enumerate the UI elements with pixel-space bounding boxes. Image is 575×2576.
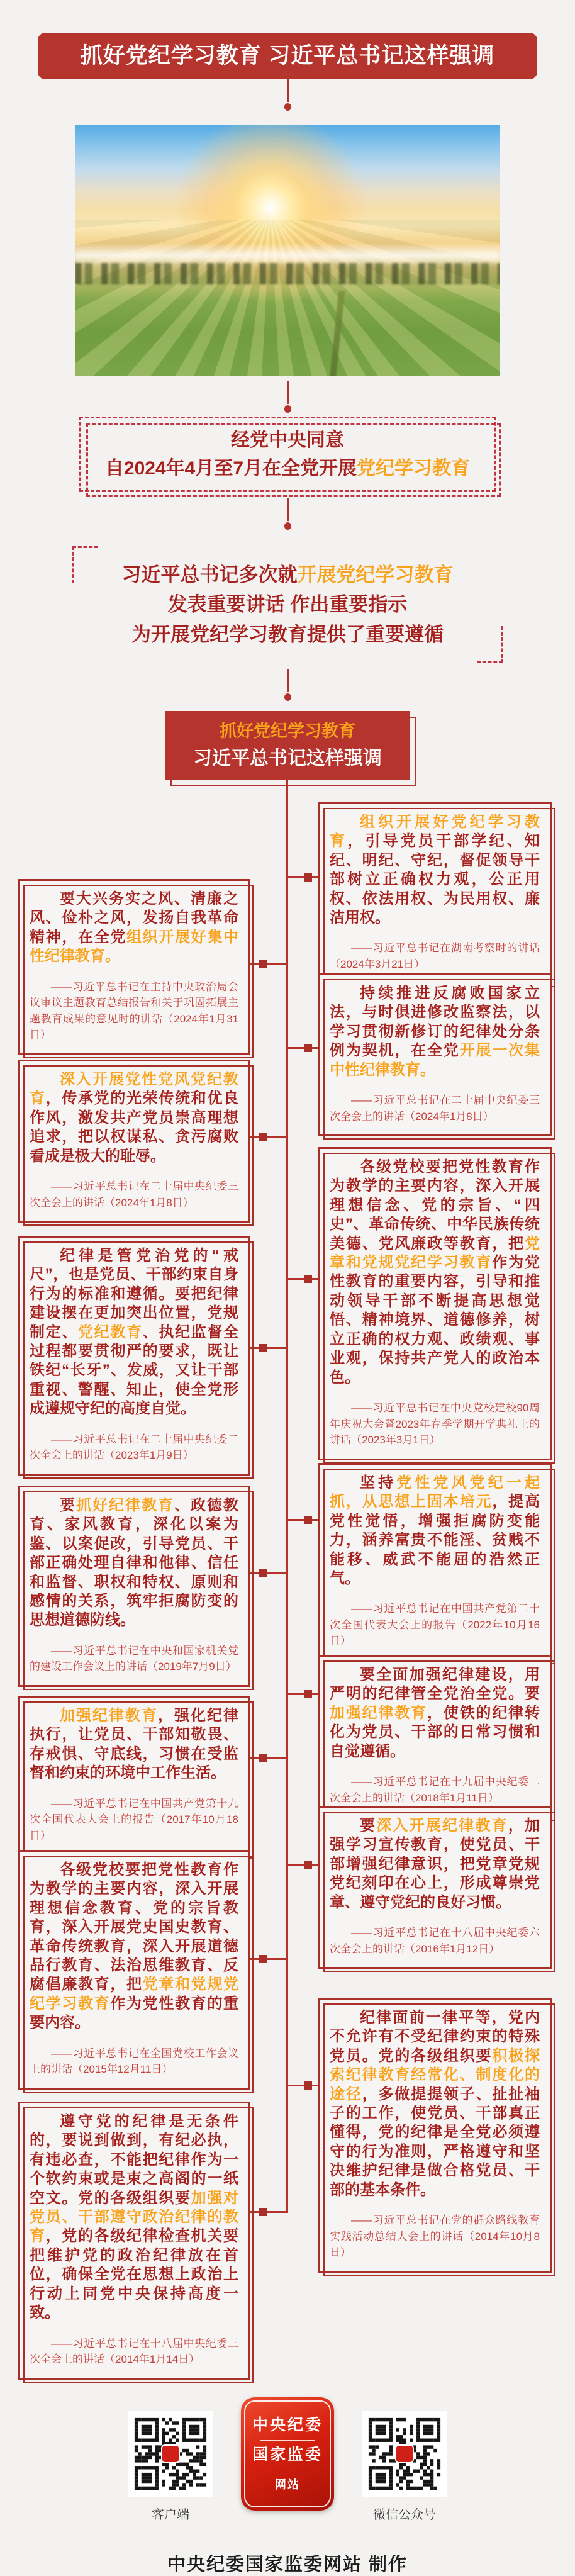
connector-dot-icon [284, 103, 291, 111]
connector-square-icon [304, 1690, 312, 1698]
quote-text: 组织开展好党纪学习教育，引导党员干部学纪、知纪、明纪、守纪，督促领导干部树立正确权力观，公正用权、依法用权、为民用权、廉洁用权。 [330, 813, 540, 927]
connector-stick [287, 381, 289, 404]
connector-dot-icon [284, 693, 291, 701]
ccdi-site-badge [241, 2397, 334, 2511]
footer [0, 2397, 575, 2523]
connector-square-icon [304, 873, 312, 882]
quote-card [18, 879, 250, 1055]
quote-attribution: ——习近平总书记在十八届中央纪委六次全会上的讲话（2016年1月12日） [330, 1927, 540, 1955]
connector-square-icon [259, 1133, 267, 1141]
branch-connector [288, 1519, 318, 1521]
connector-line [0, 381, 575, 413]
highlight-text: 党纪学习教育 [357, 458, 471, 479]
quote-card [318, 802, 552, 985]
badge-line-1: 中央纪委 [252, 2416, 323, 2434]
highlight-text: 深入开展党性党风党纪教育 [30, 1070, 238, 1107]
quote-card [318, 1147, 552, 1460]
connector-square-icon [304, 1275, 312, 1283]
branch-connector [250, 1757, 288, 1759]
branch-connector [288, 1693, 318, 1695]
quote-attribution: ——习近平总书记在十九届中央纪委二次全会上的讲话（2018年1月11日） [330, 1776, 540, 1804]
connector-line [0, 498, 575, 530]
highlight-text: 加强纪律教育 [330, 1704, 427, 1722]
highlight-text: 组织开展好集中性纪律教育。 [30, 928, 238, 965]
sunrise-photo [75, 125, 500, 376]
highlight-text: 深入开展纪律教育 [376, 1817, 508, 1834]
quote-attribution: ——习近平总书记在湖南考察时的讲话（2024年3月21日） [330, 942, 540, 970]
branch-connector [288, 1864, 318, 1866]
quote-text: 遵守党的纪律是无条件的，要说到做到，有纪必执，有违必查，不能把纪律作为一个软约束或是束之高阁的一纸空文。党的各级组织要加强对党员、干部遵守政治纪律的教育，党的各级纪律检查机关要把维护党的政治纪律放在首位，确保全党在思想上政治上行动上同党中央保持高度一致。 [30, 2112, 239, 2322]
connector-square-icon [259, 1955, 267, 1963]
quote-card [18, 1236, 250, 1476]
highlight-text: 开展党纪学习教育 [297, 564, 454, 586]
quote-card [18, 1486, 250, 1687]
highlight-text: 抓好纪律教育 [76, 1496, 174, 1514]
branch-connector [250, 963, 288, 965]
highlight-text: 党纪教育 [78, 1323, 143, 1341]
branch-connector [250, 2211, 288, 2213]
qr-client-label: 客户端 [152, 2507, 189, 2522]
highlight-text: 党章和党规党纪学习教育 [330, 1235, 540, 1272]
highlight-text: 党性党风党纪一起抓，从思想上固本培元 [330, 1474, 540, 1511]
ccdi-logo-icon [395, 2444, 414, 2463]
highlight-text: 开展一次集中性纪律教育。 [330, 1042, 540, 1078]
quote-attribution: ——习近平总书记在中央和国家机关党的建设工作会议上的讲话（2019年7月9日） [30, 1644, 238, 1673]
badge-divider [260, 2440, 315, 2441]
quote-text: 要大兴务实之风、清廉之风、俭朴之风，发扬自我革命精神，在全党组织开展好集中性纪律教育。 [30, 890, 238, 965]
quote-card [318, 1655, 552, 1818]
quote-attribution: ——习近平总书记在主持中央政治局会议审议主题教育总结报告和关于巩固拓展主题教育成果的意见时的讲话（2024年1月31日） [30, 980, 238, 1041]
connector-dot-icon [284, 522, 291, 530]
quote-text: 深入开展党性党风党纪教育，传承党的光荣传统和优良作风，激发共产党员崇高理想追求，把以权谋私、贪污腐败看成是极大的耻辱。 [30, 1070, 239, 1165]
connector-square-icon [259, 960, 267, 968]
quote-text: 要抓好纪律教育、政德教育、家风教育，深化以案为鉴、以案促改，引导党员、干部正确处理自律和他律、信任和监督、职权和特权、原则和感情的关系，筑牢拒腐防变的思想道德防线。 [30, 1496, 238, 1629]
quote-text: 各级党校要把党性教育作为教学的主要内容，深入开展理想信念、党的宗旨、“四史”、革命传统、中华民族传统美德、党风廉政等教育，把党章和党规党纪学习教育作为党性教育的重要内容，引导和推动领导干部不断提高思想觉悟、精神境界、道德修养，树立正确的权力观、政绩观、事业观，保持共产党人的政治本色。 [330, 1158, 540, 1386]
connector-stick [287, 669, 289, 692]
quote-text: 纪律面前一律平等，党内不允许有不受纪律约束的特殊党员。党的各级组织要积极探索纪律教育经常化、制度化的途径，多做提提领子、扯扯袖子的工作，使党员、干部真正懂得，党的纪律是全党必须遵守的行为准则，严格遵守和坚决维护纪律是做合格党员、干部的基本条件。 [330, 2008, 540, 2198]
quote-card [318, 973, 552, 1136]
quote-attribution: ——习近平总书记在中国共产党第十九次全国代表大会上的报告（2017年10月18日） [30, 1797, 238, 1842]
qr-wechat-block [360, 2397, 449, 2523]
highlight-text: 加强对党员、干部遵守政治纪律的教育 [30, 2189, 239, 2245]
quote-text: 加强纪律教育，强化纪律执行，让党员、干部知敬畏、存戒惧、守底线，习惯在受监督和约束的环境中工作生活。 [30, 1706, 238, 1782]
quote-card [18, 1696, 250, 1856]
qr-client-block [126, 2397, 215, 2523]
connector-stick [287, 79, 289, 102]
quote-text: 要深入开展纪律教育，加强学习宣传教育，使党员、干部增强纪律意识，把党章党规党纪刻印在心上，形成尊崇党章、遵守党纪的良好习惯。 [330, 1817, 540, 1911]
connector-square-icon [304, 1516, 312, 1524]
highlight-text: 党章和党规党纪学习教育 [30, 1976, 239, 2012]
quote-text: 持续推进反腐败国家立法，与时俱进修改监察法，以学习贯彻新修订的纪律处分条例为契机，在全党开展一次集中性纪律教育。 [330, 984, 540, 1078]
quote-card [318, 1998, 552, 2273]
section-title-line-1: 抓好党纪学习教育 [220, 722, 355, 741]
qr-wechat-label: 微信公众号 [373, 2507, 436, 2522]
quote-text: 坚持党性党风党纪一起抓，从思想上固本培元，提高党性觉悟，增强拒腐防变能力，涵养富贵不能淫、贫贱不能移、威武不能屈的浩然正气。 [330, 1474, 540, 1588]
producer-credit: 中央纪委国家监委网站 制作 [167, 2554, 408, 2575]
connector-line [0, 79, 575, 111]
approval-box [79, 417, 496, 492]
timeline-axis [286, 780, 288, 2213]
quote-card [18, 1850, 250, 2090]
quotes-timeline [0, 780, 575, 2372]
quote-text: 要全面加强纪律建设，用严明的纪律管全党治全党。要加强纪律教育，使铁的纪律转化为党员、干部的日常习惯和自觉遵循。 [330, 1666, 540, 1760]
section-title-box [165, 711, 410, 780]
connector-dot-icon [284, 405, 291, 413]
branch-connector [288, 1047, 318, 1049]
connector-square-icon [259, 2208, 267, 2216]
section-title-line-2: 习近平总书记这样强调 [193, 748, 382, 769]
qrcode-app-client [128, 2411, 213, 2497]
quote-attribution: ——习近平总书记在二十届中央纪委二次全会上的讲话（2023年1月9日） [30, 1433, 238, 1462]
quote-attribution: ——习近平总书记在中央党校建校90周年庆祝大会暨2023年春季学期开学典礼上的讲话（2023年3月1日） [330, 1402, 540, 1447]
branch-connector [250, 1136, 288, 1138]
branch-connector [250, 1347, 288, 1349]
approval-line-1: 经党中央同意 [231, 430, 344, 451]
approval-line-2: 自2024年4月至7月在全党开展党纪学习教育 [104, 458, 471, 479]
branch-connector [250, 1958, 288, 1960]
connector-square-icon [259, 1569, 267, 1577]
quote-text: 纪律是管党治党的“戒尺”，也是党员、干部约束自身行为的标准和遵循。要把纪律建设摆在更加突出位置，党规制定、党纪教育、执纪监督全过程都要贯彻严的要求，既让铁纪“长牙”、发威，又让干部重视、警醒、知止，使全党形成遵规守纪的高度自觉。 [30, 1246, 239, 1418]
branch-connector [288, 1278, 318, 1280]
quote-text: 各级党校要把党性教育作为教学的主要内容，深入开展理想信念教育、党的宗旨教育，深入开展党史国史教育、革命传统教育，深入开展道德品行教育、法治思维教育、反腐倡廉教育，把党章和党规党纪学习教育作为党性教育的重要内容。 [30, 1861, 239, 2032]
highlight-text: 积极探索纪律教育经常化、制度化的途径 [330, 2047, 540, 2103]
remarks-box [72, 546, 503, 663]
branch-connector [250, 1572, 288, 1574]
branch-connector [288, 2085, 318, 2086]
highlight-text: 组织开展好党纪学习教育 [330, 813, 540, 850]
connector-square-icon [304, 1044, 312, 1052]
quote-attribution: ——习近平总书记在全国党校工作会议上的讲话（2015年12月11日） [30, 2047, 238, 2076]
connector-square-icon [304, 2081, 312, 2090]
connector-square-icon [259, 1754, 267, 1762]
quote-card [318, 1463, 552, 1661]
connector-square-icon [304, 1861, 312, 1869]
connector-square-icon [259, 1344, 267, 1352]
quote-attribution: ——习近平总书记在十八届中央纪委三次全会上的讲话（2014年1月14日） [30, 2337, 238, 2366]
connector-line [0, 669, 575, 701]
branch-connector [288, 876, 318, 878]
quote-attribution: ——习近平总书记在党的群众路线教育实践活动总结大会上的讲话（2014年10月8日） [330, 2214, 540, 2259]
remarks-line-3: 为开展党纪学习教育提供了重要遵循 [131, 623, 444, 646]
badge-line-3: 网站 [275, 2478, 300, 2491]
connector-stick [287, 498, 289, 521]
quote-attribution: ——习近平总书记在二十届中央纪委三次全会上的讲话（2024年1月8日） [330, 1094, 540, 1123]
quote-card [318, 1806, 552, 1969]
badge-line-2: 国家监委 [252, 2446, 323, 2464]
qrcode-wechat [362, 2411, 447, 2497]
page-title: 抓好党纪学习教育 习近平总书记这样强调 [38, 33, 537, 79]
quote-card [18, 2102, 250, 2380]
quote-card [18, 1060, 250, 1223]
remarks-line-1: 习近平总书记多次就开展党纪学习教育 [121, 564, 454, 586]
ccdi-logo-icon [161, 2444, 180, 2463]
highlight-text: 加强纪律教育 [60, 1706, 158, 1724]
quote-attribution: ——习近平总书记在中国共产党第二十次全国代表大会上的报告（2022年10月16日） [330, 1603, 540, 1647]
quote-attribution: ——习近平总书记在二十届中央纪委三次全会上的讲话（2024年1月8日） [30, 1180, 238, 1209]
remarks-line-2: 发表重要讲话 作出重要指示 [167, 593, 408, 616]
treeline-silhouette [75, 263, 500, 284]
